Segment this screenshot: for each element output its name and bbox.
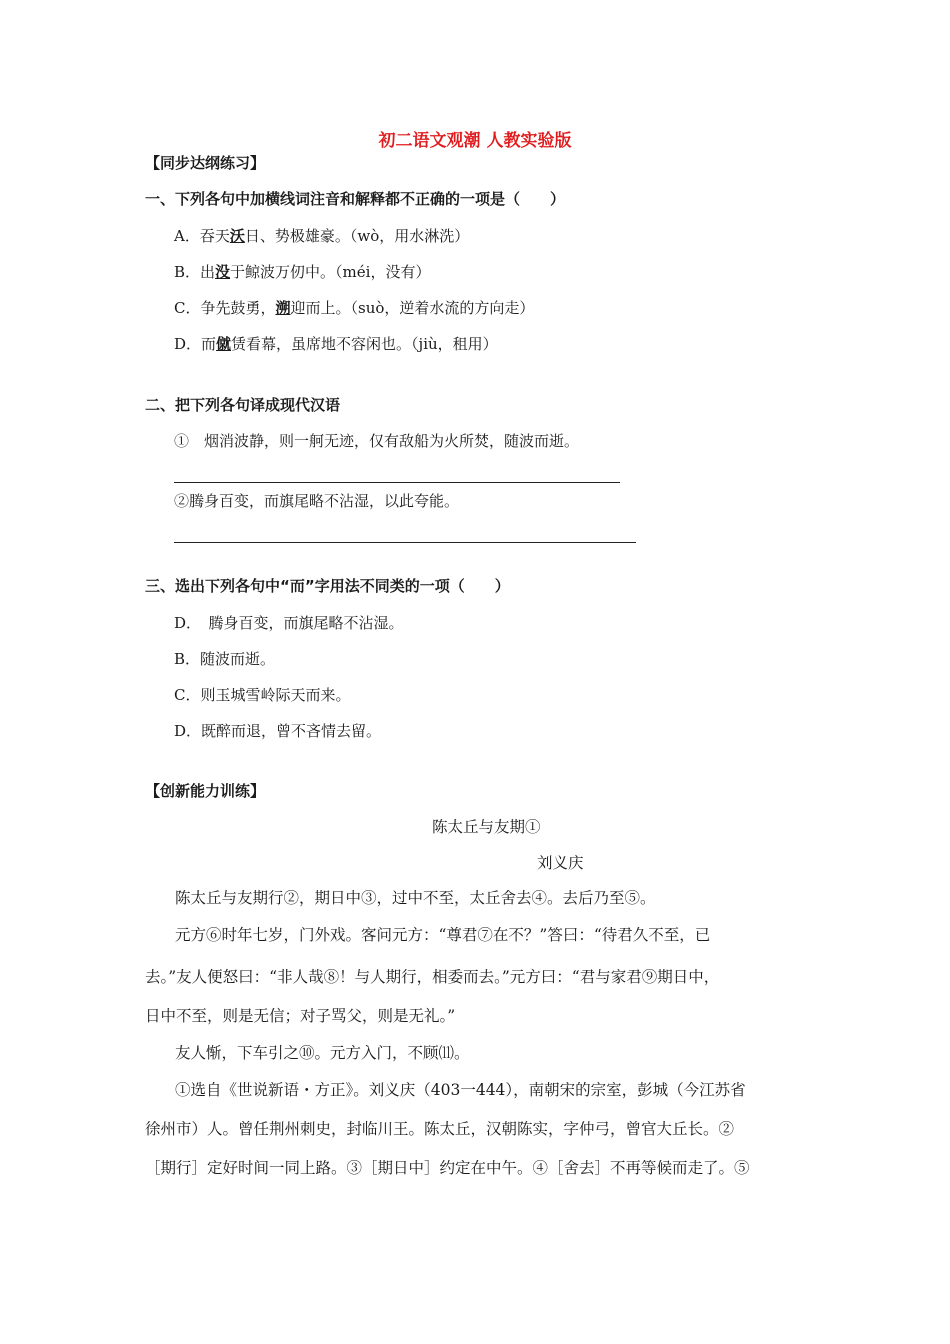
q2-item-2: ②腾身百变，而旗尾略不沾湿，以此夸能。	[174, 492, 460, 510]
q3-option-3: C．则玉城雪岭际天而来。	[174, 686, 351, 704]
passage-line: 日中不至，则是无信；对子骂父，则是无礼。”	[145, 1007, 456, 1025]
question-3-stem: 三、选出下列各句中“而”字用法不同类的一项（ ）	[145, 577, 510, 595]
q1-option-c-post: 迎而上。（suò，逆着水流的方向走）	[290, 299, 535, 317]
q1-option-d-key: 僦	[216, 335, 232, 353]
section-heading-innovate: 【创新能力训练】	[145, 782, 266, 800]
passage-author: 刘义庆	[537, 854, 584, 872]
page-title: 初二语文观潮 人教实验版	[378, 131, 572, 151]
answer-line-2[interactable]	[174, 542, 636, 543]
q1-option-a	[174, 225, 469, 246]
q3-option-1: D． 腾身百变，而旗尾略不沾湿。	[174, 614, 404, 632]
q1-option-d-post: 赁看幕，虽席地不容闲也。（jiù，租用）	[231, 335, 498, 353]
q1-option-c-pre: C．争先鼓勇，	[174, 299, 276, 317]
q1-option-b-key: 没	[215, 263, 231, 281]
passage-line: 去。”友人便怒曰：“非人哉⑧！与人期行，相委而去。”元方曰：“君与家君⑨期日中，	[145, 968, 720, 986]
passage-line: 友人惭，下车引之⑩。元方入门，不顾⑾。	[175, 1044, 470, 1062]
q1-option-c-key: 溯	[275, 299, 291, 317]
answer-line-1[interactable]	[174, 482, 620, 483]
q1-option-b	[174, 261, 430, 282]
passage-line: 陈太丘与友期行②，期日中③，过中不至，太丘舍去④。去后乃至⑤。	[175, 889, 656, 907]
q2-item-1: ① 烟消波静，则一舸无迹，仅有敌船为火所焚，随波而逝。	[174, 432, 580, 450]
q1-option-a-key: 沃	[229, 227, 245, 245]
question-1-stem: 一、下列各句中加横线词注音和解释都不正确的一项是（ ）	[145, 190, 566, 208]
passage-title: 陈太丘与友期①	[432, 818, 541, 836]
q1-option-d	[174, 333, 498, 354]
footnote-line: ［期行］定好时间一同上路。③［期日中］约定在中午。④［舍去］不再等候而走了。⑤	[145, 1159, 750, 1177]
section-heading-sync: 【同步达纲练习】	[145, 154, 266, 172]
q1-option-d-pre: D．而	[174, 335, 217, 353]
footnote-line: 徐州市）人。曾任荆州刺史，封临川王。陈太丘，汉朝陈实，字仲弓，曾官大丘长。②	[145, 1120, 735, 1138]
q3-option-4: D．既醉而退，曾不吝情去留。	[174, 722, 382, 740]
q1-option-b-pre: B．出	[174, 263, 216, 281]
q1-option-a-pre: A．吞天	[174, 227, 230, 245]
passage-line: 元方⑥时年七岁，门外戏。客问元方：“尊君⑦在不？”答曰：“待君久不至，已	[175, 926, 711, 944]
footnote-line: ①选自《世说新语・方正》。刘义庆（403一444），南朝宋的宗室，彭城（今江苏省	[175, 1081, 746, 1099]
q1-option-b-post: 于鲸波万仞中。（méi，没有）	[230, 263, 431, 281]
q3-option-2: B．随波而逝。	[174, 650, 276, 668]
question-2-stem: 二、把下列各句译成现代汉语	[145, 396, 341, 414]
q1-option-c	[174, 297, 534, 318]
q1-option-a-post: 日、势极雄豪。（wò，用水淋洗）	[244, 227, 470, 245]
